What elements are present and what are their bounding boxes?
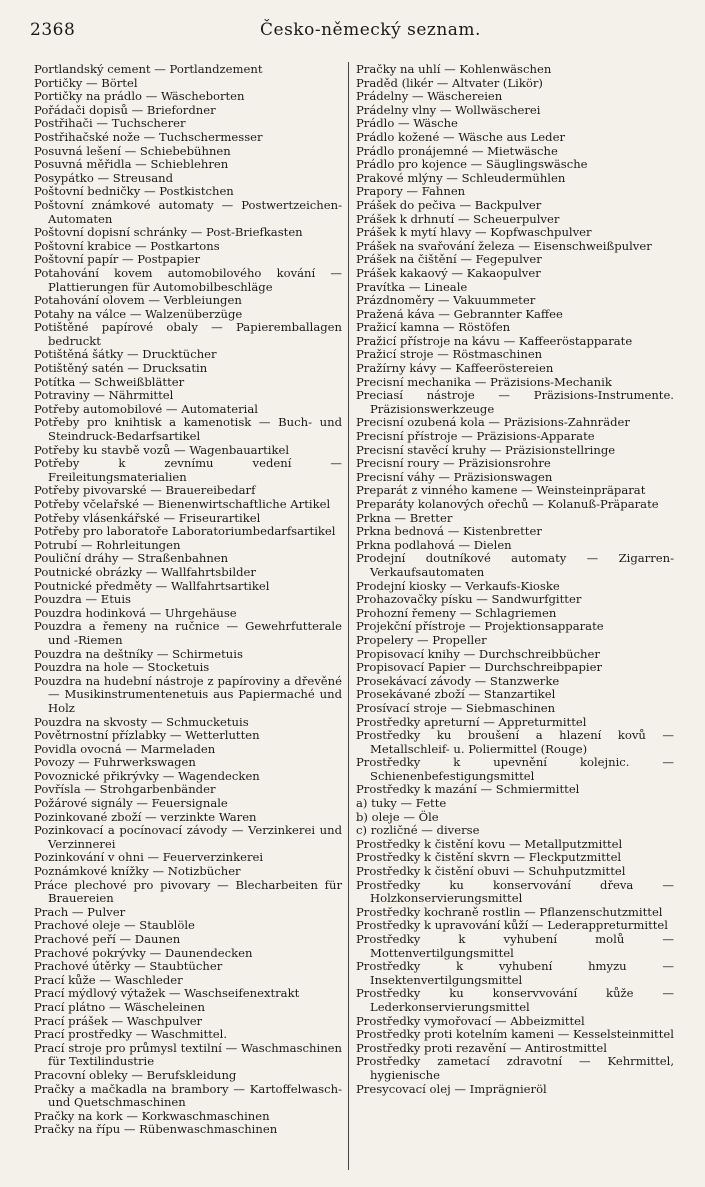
index-entry: Prádlo pro kojence — Säuglingswäsche [356,157,588,172]
index-entry: Prachové pokrývky — Daunendecken [34,945,253,960]
index-entry: Pražírny kávy — Kaffeeröstereien [356,361,554,376]
index-entry: Prostředky kochraně rostlin — Pflanzenschutzmittel [356,904,663,919]
index-entry: Pozinkované zboží — verzinkte Waren [34,809,257,824]
index-entry: Prostředky k čistění skvrn — Fleckputzmittel [356,850,622,865]
index-entry: Prohazovačky písku — Sandwurfgitter [356,592,582,607]
index-entry: Precisní roury — Präzisionsrohre [356,456,551,471]
index-entry: Prkna bednová — Kistenbretter [356,524,542,539]
index-entry: Poštovní krabice — Postkartons [34,238,220,253]
index-entry: Pražicí stroje — Röstmaschinen [356,347,543,362]
index-entry: Precisní přístroje — Präzisions-Apparate [356,429,595,444]
left-column [34,63,342,1137]
index-entry: Prádelny — Wäschereien [356,89,503,104]
column-divider [348,62,349,1170]
index-entry: Prací mýdlový výtažek — Waschseifenextrakt [34,986,300,1001]
index-entry: Prostředky k upevnění kolejnic. — Schienenbefestigungsmittel [356,755,674,783]
index-entry: Pořádači dopisů — Briefordner [34,102,216,117]
index-entry: Pouzdra na hole — Stocketuis [34,660,210,675]
index-entry: Prohozní řemeny — Schlagriemen [356,605,557,620]
index-entry: Potahy na válce — Walzenüberzüge [34,306,243,321]
index-entry: Pouzdra a řemeny na ručnice — Gewehrfutterale und -Riemen [34,619,342,647]
index-entry: Prostředky k čistění obuvi — Schuhputzmittel [356,864,626,879]
index-entry: Prostředky ku konservvování kůže — Lederkonservierungsmittel [356,986,674,1014]
index-entry: Prášek kakaový — Kakaopulver [356,265,541,280]
index-entry: Potřeby ku stavbě vozů — Wagenbauartikel [34,442,290,457]
index-entry: Potištěný satén — Drucksatin [34,361,208,376]
index-entry: Poutnické obrázky — Wallfahrtsbilder [34,564,256,579]
index-entry: Potištěná šátky — Drucktücher [34,347,217,362]
index-entry: Portičky — Börtel [34,75,138,90]
index-entry: Precisní ozubená kola — Präzisions-Zahnräder [356,415,630,430]
index-entry: Potřeby k zevnímu vedení — Freileitungsmaterialien [34,456,342,484]
index-entry: Pouzdra hodinková — Uhrgehäuse [34,605,237,620]
index-entry: Presycovací olej — Imprägnieröl [356,1081,547,1096]
index-entry: Portlandský cement — Portlandzement [34,62,263,76]
index-entry: Precisní váhy — Präzisionswagen [356,469,553,484]
index-entry: Povidla ovocná — Marmeladen [34,741,216,756]
index-entry: Pračky na kork — Korkwaschmaschinen [34,1108,270,1123]
running-title: Česko-německý seznam. [260,20,481,40]
index-entry: Prodejní kiosky — Verkaufs-Kioske [356,578,560,593]
index-entry: Postřihačské nože — Tuchschermesser [34,129,263,144]
index-entry: Propisovací Papier — Durchschreibpapier [356,660,602,675]
index-entry: Pražicí kamna — Röstöfen [356,320,511,335]
index-entry: Pozinkování v ohni — Feuerverzinkerei [34,850,264,865]
index-entry: Poutnické předměty — Wallfahrtsartikel [34,578,270,593]
index-entry: Povětrnostní přízlabky — Wetterlutten [34,728,260,743]
index-entry: Prášek k drhnutí — Scheuerpulver [356,211,560,226]
index-entry: Prostředky ku broušení a hlazení kovů — Metallschleif- u. Poliermittel (Rouge) [356,728,674,756]
index-entry: Portičky na prádlo — Wäscheborten [34,89,245,104]
index-entry: Prací stroje pro průmysl textilní — Waschmaschinen für Textilindustrie [34,1040,342,1069]
index-entry: Prosekávací závody — Stanzwerke [356,673,560,688]
index-entry: Propelery — Propeller [356,632,487,647]
index-entry: Postřihači — Tuchscherer [34,116,186,131]
index-entry: Poznámkové knížky — Notizbücher [34,864,241,879]
index-entry: Prostředky k vyhubení molů — Mottenvertilgungsmittel [356,932,674,960]
index-entry: Potraviny — Nährmittel [34,388,174,403]
index-entry: Poštovní dopisní schránky — Post-Briefkasten [34,225,303,240]
index-entry: Prkna podlahová — Dielen [356,537,512,552]
index-entry: Prášek na svařování železa — Eisenschweißpulver [356,238,652,253]
index-entry: Pračky na řípu — Rübenwaschmaschinen [34,1122,278,1137]
index-entry: Pouliční dráhy — Straßenbahnen [34,551,229,566]
index-entry: a) tuky — Fette [356,796,447,811]
index-entry: Potřeby pro laboratoře Laboratoriumbedarfsartikel [34,524,336,539]
index-entry: Prací prášek — Waschpulver [34,1013,203,1028]
index-entry: Potřeby automobilové — Automaterial [34,401,258,416]
index-entry: Pouzdra na deštníky — Schirmetuis [34,646,243,661]
index-entry: Prodejní doutníkové automaty — Zigarren-Verkaufsautomaten [356,551,674,579]
index-entry: Prádlo — Wäsche [356,116,458,131]
right-column [356,63,674,1096]
index-entry: Prostředky k upravování kůží — Lederappreturmittel [356,918,668,933]
index-entry: Pražená káva — Gebrannter Kaffee [356,306,563,321]
index-entry: Prací kůže — Waschleder [34,972,183,987]
index-entry: Potítka — Schweißblätter [34,374,185,389]
index-entry: Prostředky proti rezavění — Antirostmittel [356,1040,607,1055]
index-entry: Pražicí přístroje na kávu — Kaffeeröstapparate [356,333,633,348]
index-entry: Potahování kovem automobilového kování — Plattierungen für Automobilbeschläge [34,265,342,294]
index-entry: Potřeby vlásenkářské — Friseurartikel [34,510,261,525]
index-entry: Povozy — Fuhrwerkswagen [34,755,196,770]
index-entry: Pravítka — Lineale [356,279,468,294]
index-entry: Práce plechové pro pivovary — Blecharbeiten für Brauereien [34,877,342,906]
index-entry: Preparát z vinného kamene — Weinsteinpräparat [356,483,646,498]
index-entry: Prosívací stroje — Siebmaschinen [356,700,556,715]
index-entry: Prachové útěrky — Staubtücher [34,959,223,974]
index-entry: Prostředky vymořovací — Abbeizmittel [356,1013,585,1028]
index-entry: Prostředky proti kotelním kameni — Kesselsteinmittel [356,1027,674,1042]
index-entry: Precisní stavěcí kruhy — Präzisionstellringe [356,442,616,457]
index-entry: Poštovní papír — Postpapier [34,252,201,267]
index-entry: Prostředky ku konservování dřeva — Holzkonservierungsmittel [356,877,674,906]
index-entry: Prášek na čištění — Fegepulver [356,252,542,267]
index-entry: Prostředky apreturní — Appreturmittel [356,714,587,729]
index-entry: Posuvná měřidla — Schieblehren [34,157,229,172]
index-entry: Preciasí nástroje — Präzisions-Instrumente. Präzisionswerkzeuge [356,388,674,416]
index-entry: Prach — Pulver [34,904,126,919]
index-entry: Potřeby pro knihtisk a kamenotisk — Buch- und Steindruck-Bedarfsartikel [34,415,342,444]
page-number: 2368 [30,20,76,40]
index-entry: Prací plátno — Wäscheleinen [34,999,205,1014]
index-entry: Pračky a mačkadla na brambory — Kartoffelwasch- und Quetschmaschinen [34,1081,342,1110]
index-entry: Povřísla — Strohgarbenbänder [34,782,216,797]
index-entry: Prádelny vlny — Wollwäscherei [356,102,541,117]
index-entry: Praděd (likér — Altvater (Likör) [356,75,543,90]
index-entry: Poštovní bedničky — Postkistchen [34,184,234,199]
index-entry: Prachové oleje — Staublöle [34,918,195,933]
page-header [30,14,670,44]
index-entry: Povoznické přikrývky — Wagendecken [34,768,260,783]
index-entry: Prázdnoměry — Vakuummeter [356,293,536,308]
index-entry: Prakové mlýny — Schleudermühlen [356,170,566,185]
index-entry: Pouzdra — Etuis [34,592,131,607]
index-entry: Potřeby včelařské — Bienenwirtschaftliche Artikel [34,497,331,511]
index-entry: Posypátko — Streusand [34,170,173,185]
index-entry: Pracovní obleky — Berufskleidung [34,1067,237,1082]
index-entry: Posuvná lešení — Schiebebühnen [34,143,231,158]
index-entry: c) rozličné — diverse [356,823,480,838]
index-entry: b) oleje — Öle [356,809,439,824]
index-entry: Prádlo pronájemné — Mietwäsche [356,143,558,158]
index-entry: Prosekávané zboží — Stanzartikel [356,687,556,702]
index-entry: Pozinkovací a pocínovací závody — Verzinkerei und Verzinnerei [34,823,342,851]
index-entry: Prostředky k čistění kovu — Metallputzmittel [356,836,623,851]
index-entry: Precisní mechanika — Präzisions-Mechanik [356,374,612,389]
index-entry: Prkna — Bretter [356,510,453,525]
index-entry: Požárové signály — Feuersignale [34,796,228,811]
index-entry: Pouzdra na hudební nástroje z papíroviny a dřevěné — Musikinstrumentenetuis aus Papiermaché und Holz [34,673,342,715]
index-entry: Propisovací knihy — Durchschreibbücher [356,646,600,661]
index-entry: Pouzdra na skvosty — Schmucketuis [34,714,249,729]
index-entry: Pračky na uhlí — Kohlenwäschen [356,62,552,76]
index-entry: Prapory — Fahnen [356,184,466,199]
index-entry: Prací prostředky — Waschmittel. [34,1027,228,1042]
index-entry: Potřeby pivovarské — Brauereibedarf [34,483,256,498]
index-entry: Prostředky zametací zdravotní — Kehrmittel, hygienische [356,1054,674,1082]
index-entry: Potrubí — Rohrleitungen [34,537,181,552]
index-entry: Prášek do pečiva — Backpulver [356,197,542,212]
index-entry: Prášek k mytí hlavy — Kopfwaschpulver [356,225,592,240]
index-entry: Potahování olovem — Verbleiungen [34,293,242,308]
index-entry: Preparáty kolanových ořechů — Kolanuß-Präparate [356,497,659,511]
index-entry: Potištěné papírové obaly — Papieremballagen bedruckt [34,320,342,348]
index-entry: Prostředky k mazání — Schmiermittel [356,782,580,797]
index-entry: Prachové peří — Daunen [34,932,181,946]
index-entry: Poštovní známkové automaty — Postwertzeichen-Automaten [34,197,342,226]
index-entry: Projekční přístroje — Projektionsapparate [356,619,604,634]
index-entry: Prostředky k vyhubení hmyzu — Insektenvertilgungsmittel [356,959,674,987]
index-entry: Prádlo kožené — Wäsche aus Leder [356,129,565,144]
